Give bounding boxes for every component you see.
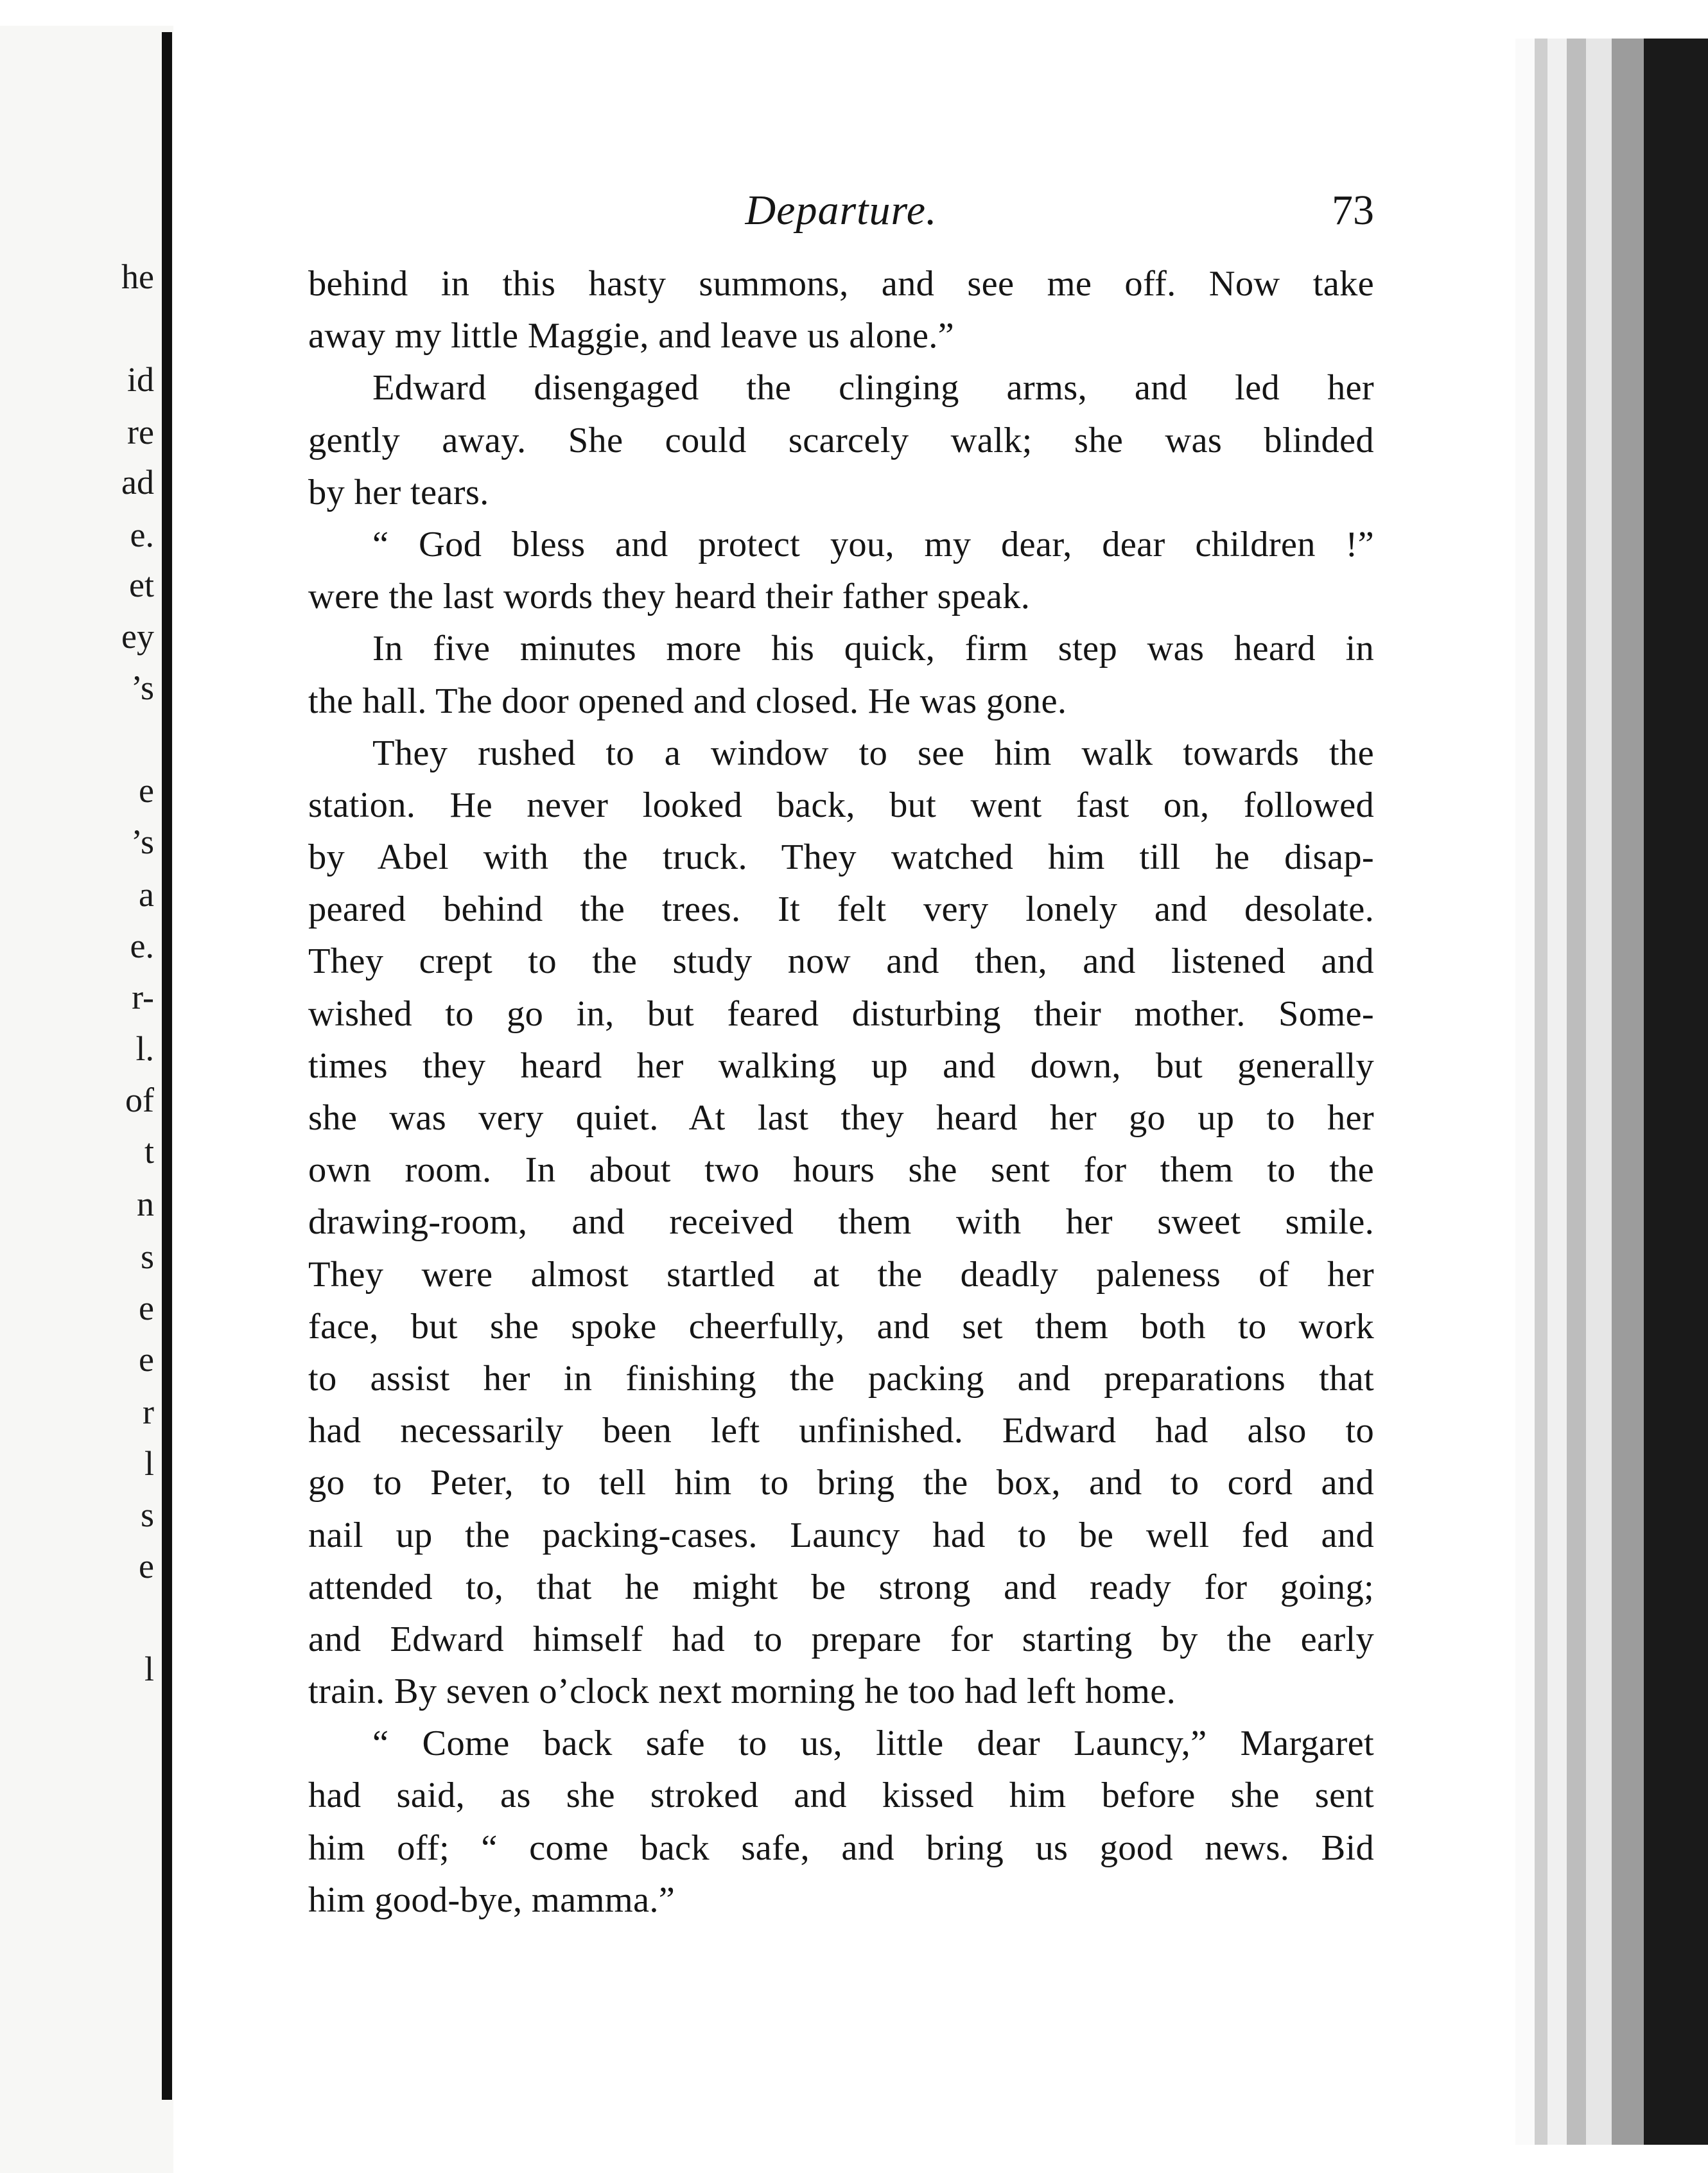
left-page-fragment: id bbox=[126, 360, 154, 399]
left-page-fragment: s bbox=[140, 1496, 154, 1534]
left-page-fragment: a bbox=[139, 875, 154, 914]
text-line: go to Peter, to tell him to bring the box, and to cord and bbox=[308, 1463, 1374, 1503]
left-page-fragment: n bbox=[137, 1185, 154, 1223]
text-line: wished to go in, but feared disturbing their mother. Some- bbox=[308, 993, 1374, 1034]
left-page-fragment: l. bbox=[135, 1029, 154, 1068]
left-page-fragment: e. bbox=[130, 516, 154, 554]
text-line: In five minutes more his quick, firm step was heard in bbox=[372, 629, 1374, 669]
left-page-fragment: re bbox=[127, 413, 154, 451]
main-text-page bbox=[180, 32, 1515, 2138]
text-line: drawing-room, and received them with her sweet smile. bbox=[308, 1202, 1374, 1243]
page-edge-layer bbox=[1586, 26, 1612, 2145]
left-page-top-edge bbox=[0, 0, 173, 26]
page-edge-layer bbox=[1547, 26, 1567, 2145]
left-page-fragment: ’s bbox=[130, 668, 154, 707]
body-text bbox=[308, 258, 1374, 1926]
left-page-fragment: e. bbox=[130, 927, 154, 965]
text-line: attended to, that he might be strong and ready for going; bbox=[308, 1567, 1374, 1607]
page-edge-stack bbox=[1515, 26, 1708, 2145]
text-line: had necessarily been left unfinished. Edward had also to bbox=[308, 1411, 1374, 1451]
text-line: gently away. She could scarcely walk; she was blinded bbox=[308, 420, 1374, 460]
text-line: by Abel with the truck. They watched him till he disap- bbox=[308, 837, 1374, 878]
text-line: They were almost startled at the deadly paleness of her bbox=[308, 1254, 1374, 1295]
text-line: away my little Maggie, and leave us alone.” bbox=[308, 316, 955, 356]
text-line: face, but she spoke cheerfully, and set them both to work bbox=[308, 1306, 1374, 1347]
text-line: They crept to the study now and then, and listened and bbox=[308, 941, 1374, 982]
page-edge-top bbox=[1515, 0, 1708, 39]
left-page-fragment: ’s bbox=[130, 823, 154, 861]
text-line: to assist her in finishing the packing and preparations that bbox=[308, 1358, 1374, 1399]
left-page-fragment: of bbox=[125, 1081, 154, 1119]
left-page-fragment: ad bbox=[121, 463, 154, 502]
text-line: peared behind the trees. It felt very lonely and desolate. bbox=[308, 889, 1374, 930]
page-edge-layer bbox=[1567, 26, 1586, 2145]
text-line: times they heard her walking up and down, but generally bbox=[308, 1045, 1374, 1086]
running-title: Departure. bbox=[745, 187, 937, 234]
text-line: had said, as she stroked and kissed him before she sent bbox=[308, 1776, 1374, 1816]
page-edge-layer bbox=[1535, 26, 1547, 2145]
text-line: behind in this hasty summons, and see me off. Now take bbox=[308, 264, 1374, 304]
text-line: “ Come back safe to us, little dear Launcy,” Margaret bbox=[372, 1724, 1374, 1764]
left-page-fragment: e bbox=[139, 1547, 154, 1585]
left-page-fragment: ey bbox=[121, 617, 154, 656]
text-line: were the last words they heard their father speak. bbox=[308, 577, 1031, 617]
left-page-fragment: he bbox=[121, 257, 154, 296]
book-cover-edge bbox=[1644, 26, 1708, 2145]
text-line: They rushed to a window to see him walk towards the bbox=[372, 733, 1374, 773]
text-line: by her tears. bbox=[308, 472, 489, 512]
text-line: him good-bye, mamma.” bbox=[308, 1880, 675, 1920]
text-line: “ God bless and protect you, my dear, dear children !” bbox=[372, 524, 1374, 564]
left-facing-page bbox=[0, 0, 173, 2173]
left-page-fragment: et bbox=[129, 566, 154, 604]
left-page-fragment: r- bbox=[132, 978, 154, 1017]
text-line: the hall. The door opened and closed. He was gone. bbox=[308, 681, 1067, 721]
text-line: him off; “ come back safe, and bring us good news. Bid bbox=[308, 1828, 1374, 1868]
left-page-fragment: e bbox=[139, 771, 154, 810]
left-page-fragment: t bbox=[144, 1132, 154, 1171]
text-line: station. He never looked back, but went fast on, followed bbox=[308, 785, 1374, 825]
left-page-fragment: r bbox=[143, 1393, 154, 1431]
text-line: train. By seven o’clock next morning he too had left home. bbox=[308, 1671, 1176, 1712]
book-gutter bbox=[162, 32, 172, 2100]
text-line: nail up the packing-cases. Launcy had to be well fed and bbox=[308, 1515, 1374, 1555]
page-edge-layer bbox=[1515, 26, 1535, 2145]
left-page-fragment: e bbox=[139, 1289, 154, 1327]
text-line: own room. In about two hours she sent for them to the bbox=[308, 1150, 1374, 1191]
page-header bbox=[308, 186, 1374, 250]
page-number: 73 bbox=[1332, 187, 1374, 234]
text-line: Edward disengaged the clinging arms, and led her bbox=[372, 368, 1374, 408]
text-line: she was very quiet. At last they heard her go up to her bbox=[308, 1098, 1374, 1138]
page-edge-layer bbox=[1612, 26, 1644, 2145]
left-page-fragment: s bbox=[140, 1237, 154, 1276]
left-page-fragment: l bbox=[144, 1444, 154, 1483]
text-line: and Edward himself had to prepare for starting by the early bbox=[308, 1619, 1374, 1659]
left-page-fragment: e bbox=[139, 1340, 154, 1379]
left-page-fragment: l bbox=[144, 1650, 154, 1688]
